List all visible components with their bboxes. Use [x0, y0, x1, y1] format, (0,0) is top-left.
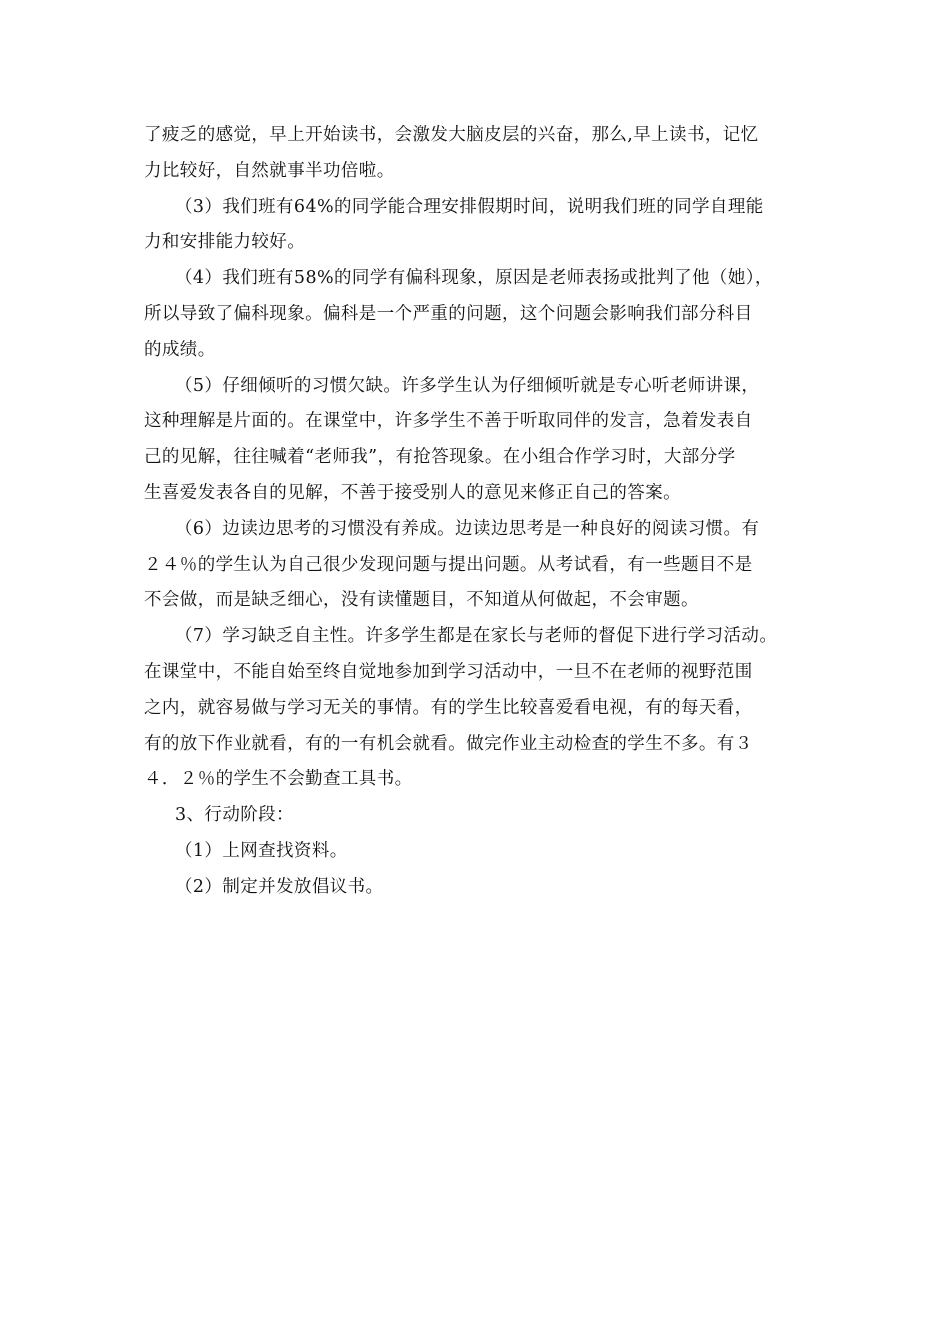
- text-line: 了疲乏的感觉，早上开始读书，会激发大脑皮层的兴奋，那么,早上读书，记忆: [144, 125, 759, 145]
- text-line: ４．２％的学生不会勤查工具书。: [144, 769, 413, 790]
- text-line: 力和安排能力较好。: [144, 232, 306, 253]
- text-line: （2）制定并发放倡议书。: [175, 876, 384, 897]
- text-line: （5）仔细倾听的习惯欠缺。许多学生认为仔细倾听就是专心听老师讲课，: [175, 375, 760, 396]
- text-line: 力比较好，自然就事半功倍啦。: [144, 160, 395, 181]
- text-line: 之内，就容易做与学习无关的事情。有的学生比较喜爱看电视，有的每天看，: [144, 697, 753, 718]
- text-line: （1）上网查找资料。: [175, 840, 348, 861]
- text-line: 所以导致了偏科现象。偏科是一个严重的问题，这个问题会影响我们部分科目: [144, 303, 753, 324]
- text-line: 在课堂中，不能自始至终自觉地参加到学习活动中，一旦不在老师的视野范围: [144, 661, 753, 682]
- text-line: 有的放下作业就看，有的一有机会就看。做完作业主动检查的学生不多。有３: [144, 733, 753, 754]
- body-text: [144, 118, 808, 906]
- text-line: （6）边读边思考的习惯没有养成。边读边思考是一种良好的阅读习惯。有: [175, 518, 760, 539]
- text-line: （3）我们班有64%的同学能合理安排假期时间，说明我们班的同学自理能: [175, 196, 764, 217]
- text-line: ２４％的学生认为自己很少发现问题与提出问题。从考试看，有一些题目不是: [144, 554, 753, 575]
- text-line: （4）我们班有58%的同学有偏科现象，原因是老师表扬或批判了他（她），: [175, 268, 773, 289]
- text-line: 不会做，而是缺乏细心，没有读懂题目，不知道从何做起，不会审题。: [144, 590, 699, 611]
- text-line: 生喜爱发表各自的见解，不善于接受别人的意见来修正自己的答案。: [144, 482, 681, 503]
- text-line: 己的见解，往往喊着“老师我”，有抢答现象。在小组合作学习时，大部分学: [144, 447, 736, 468]
- text-line: （7）学习缺乏自主性。许多学生都是在家长与老师的督促下进行学习活动。: [175, 626, 778, 647]
- text-line: 3、行动阶段：: [175, 805, 294, 826]
- text-line: 的成绩。: [144, 339, 216, 360]
- text-line: 这种理解是片面的。在课堂中，许多学生不善于听取同伴的发言，急着发表自: [144, 411, 753, 432]
